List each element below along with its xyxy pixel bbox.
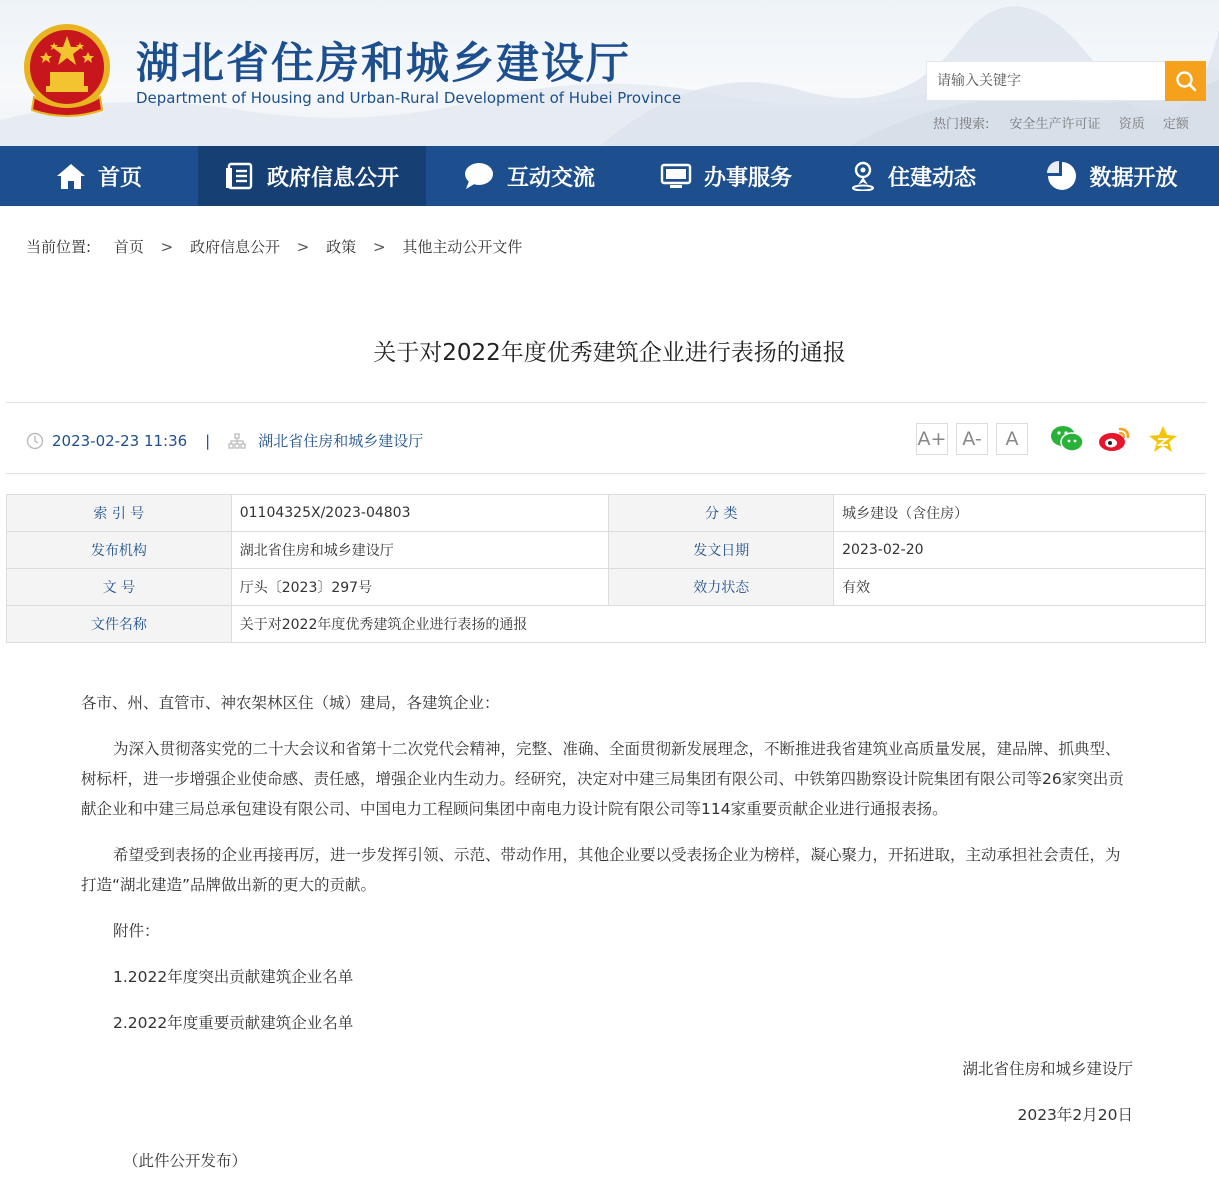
organization-icon: [228, 432, 246, 450]
nav-item-services[interactable]: [632, 146, 820, 206]
search-box: [926, 61, 1206, 101]
document-list-icon: [225, 162, 255, 190]
attachment-link[interactable]: 2.2022年度重要贡献建筑企业名单: [113, 1014, 354, 1032]
info-value: 关于对2022年度优秀建筑企业进行表扬的通报: [231, 606, 1205, 643]
hot-search-item[interactable]: 安全生产许可证: [1009, 117, 1101, 132]
chat-bubble-icon: [463, 162, 495, 190]
hot-search-item[interactable]: 资质: [1118, 117, 1145, 132]
nav-item-label: 办事服务: [703, 165, 792, 191]
salutation: 各市、州、直管市、神农架林区住（城）建局，各建筑企业：: [81, 694, 500, 712]
info-key: 文 号: [7, 569, 232, 606]
article-meta: [26, 430, 423, 451]
search-icon: [1174, 69, 1198, 93]
hot-search: [933, 113, 1203, 132]
breadcrumb: [26, 236, 522, 257]
table-row: [7, 569, 1206, 606]
font-decrease-button[interactable]: A-: [956, 423, 988, 455]
breadcrumb-separator: >: [296, 238, 310, 256]
info-value: 厅头〔2023〕297号: [231, 569, 609, 606]
font-increase-button[interactable]: A+: [916, 423, 948, 455]
site-subtitle: Department of Housing and Urban-Rural Development of Hubei Province: [136, 89, 682, 107]
info-key: 索 引 号: [7, 495, 232, 532]
national-emblem-icon: [22, 22, 112, 117]
signature-date: 2023年2月20日: [1017, 1106, 1133, 1124]
hot-search-label: 热门搜索:: [933, 117, 990, 132]
breadcrumb-label: 当前位置:: [26, 238, 92, 256]
breadcrumb-item[interactable]: 其他主动公开文件: [402, 238, 523, 256]
pie-chart-icon: [1047, 161, 1077, 191]
nav-item-label: 住建动态: [887, 165, 976, 191]
info-key: 发布机构: [7, 532, 232, 569]
article-datetime: 2023-02-23 11:36: [52, 431, 188, 450]
publication-note: （此件公开发布）: [123, 1152, 248, 1170]
qzone-star-icon: [1148, 425, 1178, 453]
nav-item-home[interactable]: [0, 146, 198, 206]
info-value: 01104325X/2023-04803: [231, 495, 609, 532]
article-title: 关于对2022年度优秀建筑企业进行表扬的通报: [373, 340, 846, 366]
breadcrumb-item[interactable]: 政府信息公开: [190, 238, 281, 256]
wechat-icon: [1050, 425, 1084, 453]
info-key: 文件名称: [7, 606, 232, 643]
search-input[interactable]: [927, 62, 1167, 100]
breadcrumb-item[interactable]: 首页: [113, 238, 144, 256]
nav-item-label: 政府信息公开: [266, 165, 399, 191]
article-meta-bar: [6, 402, 1206, 474]
font-default-button[interactable]: A: [996, 423, 1028, 455]
nav-item-open-data[interactable]: [1006, 146, 1219, 206]
body-paragraph: 为深入贯彻落实党的二十大会议和省第十二次党代会精神，完整、准确、全面贯彻新发展理念，不断推进我省建筑业高质量发展，建品牌、抓典型、树标杆，进一步增强企业使命感、责任感，增强企业内生动力。经研究，决定对中建三局集团有限公司、中铁第四勘察设计院集团有限公司等26家突出贡献企业和中建三局总承包建设有限公司、中国电力工程顾问集团中南电力设计院有限公司等114家重要贡献企业进行通报表扬。: [81, 740, 1124, 818]
info-value: 湖北省住房和城乡建设厅: [231, 532, 609, 569]
nav-item-gov-info[interactable]: [198, 146, 426, 206]
table-row: [7, 606, 1206, 643]
signature: 湖北省住房和城乡建设厅: [962, 1060, 1133, 1078]
weibo-icon: [1098, 425, 1132, 453]
monitor-icon: [660, 162, 692, 190]
search-button[interactable]: [1165, 61, 1206, 101]
meta-divider: |: [205, 431, 211, 450]
breadcrumb-separator: >: [160, 238, 174, 256]
nav-item-label: 互动交流: [506, 165, 595, 191]
person-pin-icon: [850, 161, 876, 191]
article-source: 湖北省住房和城乡建设厅: [258, 432, 424, 450]
clock-icon: [26, 432, 44, 450]
info-value: 2023-02-20: [834, 532, 1206, 569]
attachment-link[interactable]: 1.2022年度突出贡献建筑企业名单: [113, 968, 354, 986]
document-info-table: [6, 494, 1206, 643]
breadcrumb-separator: >: [372, 238, 386, 256]
share-qzone-button[interactable]: [1146, 423, 1180, 455]
breadcrumb-item[interactable]: 政策: [326, 238, 357, 256]
hot-search-item[interactable]: 定额: [1162, 117, 1189, 132]
main-nav: [0, 146, 1219, 206]
info-key: 效力状态: [609, 569, 834, 606]
body-paragraph: 希望受到表扬的企业再接再厉，进一步发挥引领、示范、带动作用，其他企业要以受表扬企业为榜样，凝心聚力，开拓进取，主动承担社会责任，为打造“湖北建造”品牌做出新的更大的贡献。: [81, 846, 1121, 894]
article-body: [81, 688, 1133, 1180]
info-value: 有效: [834, 569, 1206, 606]
table-row: [7, 495, 1206, 532]
info-key: 发文日期: [609, 532, 834, 569]
attachment-label: 附件：: [113, 922, 160, 940]
share-wechat-button[interactable]: [1050, 423, 1084, 455]
nav-item-news[interactable]: [820, 146, 1006, 206]
nav-item-label: 数据开放: [1089, 165, 1178, 191]
table-row: [7, 532, 1206, 569]
share-weibo-button[interactable]: [1098, 423, 1132, 455]
info-value: 城乡建设（含住房）: [834, 495, 1206, 532]
nav-item-interaction[interactable]: [426, 146, 632, 206]
home-icon: [56, 162, 86, 190]
info-key: 分 类: [609, 495, 834, 532]
site-header: [0, 0, 1219, 146]
nav-item-label: 首页: [97, 165, 142, 191]
site-title: 湖北省住房和城乡建设厅: [136, 39, 631, 89]
